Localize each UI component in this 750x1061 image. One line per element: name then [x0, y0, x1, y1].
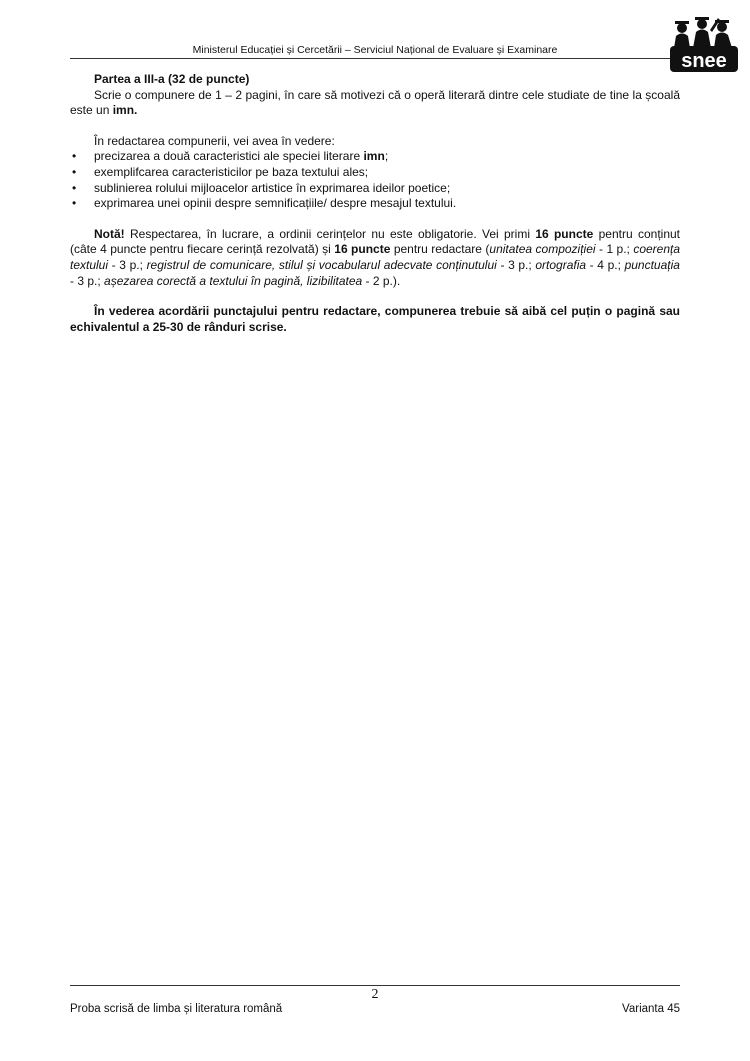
- requirements-intro: În redactarea compunerii, vei avea în vedere:: [94, 133, 335, 148]
- list-item: • exemplifcarea caracteristicilor pe baza textului ales;: [72, 164, 369, 179]
- list-item: • sublinierea rolului mijloacelor artistice în exprimarea ideilor poetice;: [72, 180, 451, 195]
- bullet-icon: •: [72, 196, 77, 211]
- list-item: • precizarea a două caracteristici ale speciei literare imn;: [72, 149, 389, 164]
- final-note: În vederea acordării punctajului pentru redactare, compunerea trebuie să aibă cel puțin o pagină sau echivalentul a 25-30 de rânduri scrise.: [70, 304, 680, 334]
- footer-divider: [70, 985, 680, 986]
- footer-exam-title: Proba scrisă de limba și literatura română: [70, 1003, 283, 1015]
- page-number: 2: [371, 987, 379, 1002]
- header-divider: [70, 58, 680, 59]
- task-statement: Scrie o compunere de 1 – 2 pagini, în care să motivezi că o operă literară dintre cele studiate de tine la școală este un imn.: [70, 87, 680, 118]
- section-title: Partea a III-a (32 de puncte): [94, 72, 250, 86]
- snee-logo: [668, 14, 740, 74]
- footer-variant: Varianta 45: [622, 1003, 680, 1015]
- list-item: • exprimarea unei opinii despre semnificațiile/ despre mesajul textului.: [72, 196, 457, 211]
- exam-content: [70, 72, 680, 335]
- bullet-icon: •: [72, 149, 77, 164]
- bullet-icon: •: [72, 180, 77, 195]
- page-header: Ministerul Educației și Cercetării – Serviciul Național de Evaluare și Examinare: [192, 44, 558, 56]
- logo-text: snee: [681, 50, 727, 72]
- requirements-list: [70, 149, 680, 211]
- bullet-icon: •: [72, 164, 77, 179]
- grading-note: Notă! Respectarea, în lucrare, a ordinii cerințelor nu este obligatorie. Vei primi 16 puncte pentru conținut (câte 4 puncte pentru fiecare cerință rezolvată) și 16 puncte pentru redactare (unitatea compoziției - 1 p.; coerența textului - 3 p.; registrul de comunicare, stilul și vocabularul adecvate conținutului - 3 p.; ortografia - 4 p.; punctuația - 3 p.; așezarea corectă a textului în pagină, lizibilitatea - 2 p.).: [70, 226, 681, 288]
